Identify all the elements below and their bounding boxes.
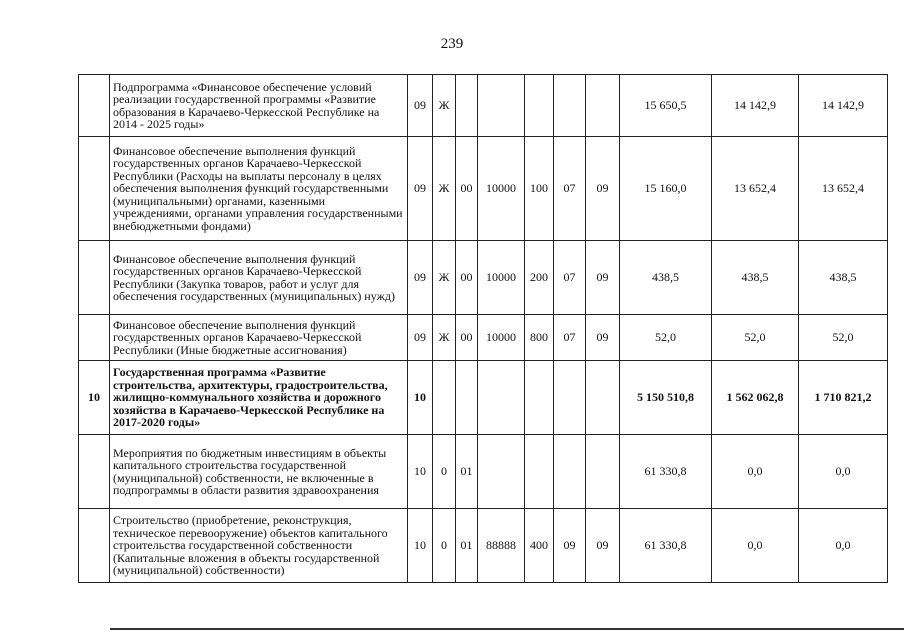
row-number	[79, 435, 110, 509]
table-row	[79, 241, 888, 315]
code-cell: 09	[408, 315, 433, 361]
code-cell: 01	[456, 509, 478, 583]
code-cell	[586, 361, 620, 435]
amount-cell: 61 330,8	[620, 509, 712, 583]
amount-cell: 0,0	[799, 509, 888, 583]
code-cell: 00	[456, 241, 478, 315]
code-cell: 100	[525, 137, 554, 241]
code-cell: 10000	[478, 315, 525, 361]
page-number: 239	[440, 36, 464, 52]
code-cell	[586, 75, 620, 137]
code-cell	[433, 361, 456, 435]
table-row	[79, 435, 888, 509]
code-cell	[478, 361, 525, 435]
amount-cell: 13 652,4	[712, 137, 799, 241]
code-cell: 01	[456, 435, 478, 509]
code-cell: 400	[525, 509, 554, 583]
row-number	[79, 137, 110, 241]
code-cell: 88888	[478, 509, 525, 583]
table-row	[79, 75, 888, 137]
code-cell: Ж	[433, 241, 456, 315]
row-number: 10	[79, 361, 110, 435]
code-cell: 10	[408, 509, 433, 583]
amount-cell: 15 650,5	[620, 75, 712, 137]
code-cell: 0	[433, 509, 456, 583]
row-name: Финансовое обеспечение выполнения функций государственных органов Карачаево-Черкесской Республики (Иные бюджетные ассигнования)	[110, 315, 408, 361]
code-cell: 09	[586, 315, 620, 361]
code-cell: 07	[554, 241, 586, 315]
code-cell: 07	[554, 137, 586, 241]
table-row	[79, 315, 888, 361]
amount-cell: 52,0	[712, 315, 799, 361]
table-row-program	[79, 361, 888, 435]
row-name: Финансовое обеспечение выполнения функций государственных органов Карачаево-Черкесской Республики (Закупка товаров, работ и услуг для обеспечения государственных (муниципальных) нужд)	[110, 241, 408, 315]
amount-cell: 13 652,4	[799, 137, 888, 241]
footer-divider	[110, 628, 904, 630]
code-cell: 200	[525, 241, 554, 315]
amount-cell: 438,5	[799, 241, 888, 315]
amount-cell: 0,0	[799, 435, 888, 509]
row-name: Подпрограмма «Финансовое обеспечение условий реализации государственной программы «Развитие образования в Карачаево-Черкесской Республике на 2014 - 2025 годы»	[110, 75, 408, 137]
code-cell	[525, 435, 554, 509]
amount-cell: 52,0	[799, 315, 888, 361]
amount-cell: 52,0	[620, 315, 712, 361]
code-cell: 0	[433, 435, 456, 509]
code-cell: 00	[456, 315, 478, 361]
code-cell	[456, 75, 478, 137]
code-cell: 10	[408, 361, 433, 435]
code-cell	[456, 361, 478, 435]
code-cell: 09	[408, 137, 433, 241]
code-cell	[554, 361, 586, 435]
code-cell	[478, 435, 525, 509]
code-cell	[554, 75, 586, 137]
code-cell: 09	[586, 241, 620, 315]
code-cell: 00	[456, 137, 478, 241]
code-cell	[478, 75, 525, 137]
code-cell: 07	[554, 315, 586, 361]
row-number	[79, 509, 110, 583]
amount-cell: 438,5	[620, 241, 712, 315]
code-cell: 09	[586, 137, 620, 241]
amount-cell: 0,0	[712, 435, 799, 509]
code-cell: 800	[525, 315, 554, 361]
amount-cell: 61 330,8	[620, 435, 712, 509]
budget-table	[78, 74, 888, 583]
table-row	[79, 509, 888, 583]
code-cell: Ж	[433, 75, 456, 137]
code-cell: 10000	[478, 137, 525, 241]
code-cell: 09	[586, 509, 620, 583]
row-number	[79, 75, 110, 137]
amount-cell: 5 150 510,8	[620, 361, 712, 435]
amount-cell: 0,0	[712, 509, 799, 583]
row-name: Финансовое обеспечение выполнения функций государственных органов Карачаево-Черкесской Республики (Расходы на выплаты персоналу в целях обеспечения выполнения функций государственными (муниципальными) органами, казенными учреждениями, органами управления государственными внебюджетными фондами)	[110, 137, 408, 241]
amount-cell: 438,5	[712, 241, 799, 315]
amount-cell: 14 142,9	[712, 75, 799, 137]
code-cell: Ж	[433, 315, 456, 361]
row-number	[79, 241, 110, 315]
code-cell: 09	[408, 75, 433, 137]
code-cell: 10000	[478, 241, 525, 315]
row-number	[79, 315, 110, 361]
code-cell: 10	[408, 435, 433, 509]
code-cell	[525, 75, 554, 137]
code-cell	[554, 435, 586, 509]
amount-cell: 1 562 062,8	[712, 361, 799, 435]
code-cell	[525, 361, 554, 435]
code-cell: Ж	[433, 137, 456, 241]
code-cell	[586, 435, 620, 509]
amount-cell: 1 710 821,2	[799, 361, 888, 435]
code-cell: 09	[408, 241, 433, 315]
row-name: Строительство (приобретение, реконструкция, техническое перевооружение) объектов капитального строительства государственной собственности (Капитальные вложения в объекты государственной (муниципальной) собственности)	[110, 509, 408, 583]
row-name: Мероприятия по бюджетным инвестициям в объекты капитального строительства государственной (муниципальной) собственности, не включенные в подпрограммы в области развития здравоохранения	[110, 435, 408, 509]
table-row	[79, 137, 888, 241]
code-cell: 09	[554, 509, 586, 583]
amount-cell: 15 160,0	[620, 137, 712, 241]
row-name: Государственная программа «Развитие строительства, архитектуры, градостроительства, жилищно-коммунального хозяйства и дорожного хозяйства в Карачаево-Черкесской Республике на 2017-2020 годы»	[110, 361, 408, 435]
amount-cell: 14 142,9	[799, 75, 888, 137]
